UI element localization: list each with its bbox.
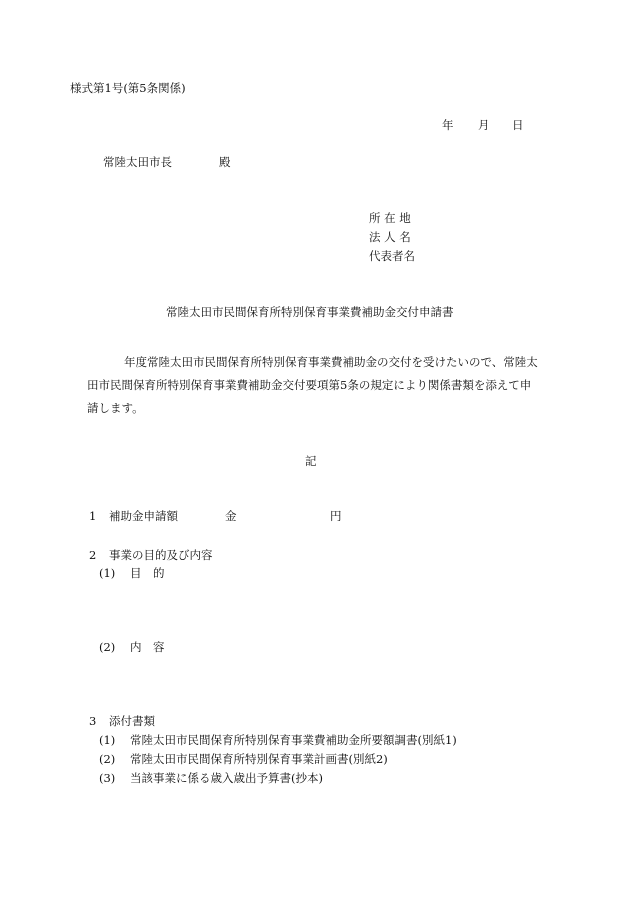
date-year-label: 年 xyxy=(442,118,454,132)
representative-label: 代表者名 xyxy=(369,249,415,263)
addressee-name: 常陸太田市長 xyxy=(103,155,172,169)
ki-marker: 記 xyxy=(305,454,317,468)
item2-sub1-label: 目 的 xyxy=(130,566,165,580)
form-number: 様式第1号(第5条関係) xyxy=(70,81,186,95)
attachment-2-number: (2) xyxy=(99,752,116,766)
date-month-label: 月 xyxy=(478,118,490,132)
attachment-3-text: 当該事業に係る歳入歳出予算書(抄本) xyxy=(130,771,323,785)
date-day-label: 日 xyxy=(512,118,524,132)
body-line-1: 年度常陸太田市民間保育所特別保育事業費補助金の交付を受けたいので、常陸太 xyxy=(124,355,538,369)
attachment-1-number: (1) xyxy=(99,733,116,747)
item1-yen: 円 xyxy=(330,509,342,523)
body-line-2: 田市民間保育所特別保育事業費補助金交付要項第5条の規定により関係書類を添えて申 xyxy=(87,378,532,392)
attachment-2-text: 常陸太田市民間保育所特別保育事業計画書(別紙2) xyxy=(130,752,388,766)
attachment-3-number: (3) xyxy=(99,771,116,785)
body-line-3: 請します。 xyxy=(87,401,144,415)
attachment-1-text: 常陸太田市民間保育所特別保育事業費補助金所要額調書(別紙1) xyxy=(130,733,457,747)
item1-kin: 金 xyxy=(225,509,237,523)
corporation-label: 法 人 名 xyxy=(369,230,411,244)
item2-sub2-number: (2) xyxy=(99,640,116,654)
item3-number: 3 xyxy=(89,714,97,728)
item2-number: 2 xyxy=(89,548,97,562)
item2-label: 事業の目的及び内容 xyxy=(109,548,213,562)
item3-label: 添付書類 xyxy=(109,714,155,728)
address-label: 所 在 地 xyxy=(369,211,411,225)
item1-number: 1 xyxy=(89,509,97,523)
item1-label: 補助金申請額 xyxy=(109,509,178,523)
addressee-honorific: 殿 xyxy=(219,155,231,169)
item2-sub2-label: 内 容 xyxy=(130,640,165,654)
document-title: 常陸太田市民間保育所特別保育事業費補助金交付申請書 xyxy=(166,305,454,319)
item2-sub1-number: (1) xyxy=(99,566,116,580)
